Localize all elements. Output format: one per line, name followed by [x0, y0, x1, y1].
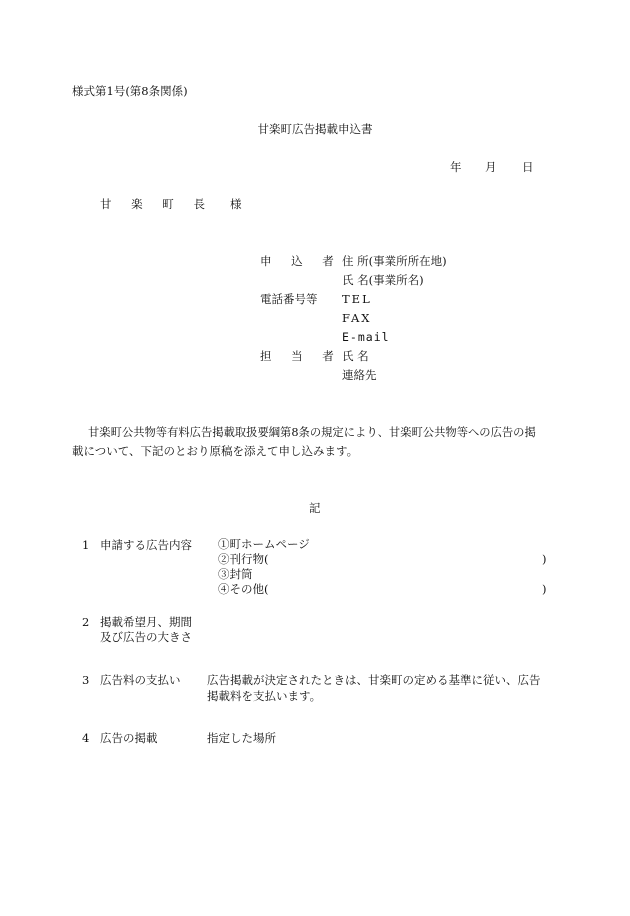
- contact-name-label: 氏 名: [342, 349, 369, 363]
- phone-email-label: E-mail: [342, 330, 390, 344]
- applicant-label: 申 込 者: [260, 254, 342, 268]
- item-text: 指定した場所: [207, 731, 276, 745]
- phone-fax-label: FAX: [342, 311, 372, 325]
- option-publication: ②刊行物(: [218, 552, 269, 566]
- option-envelope: ③封筒: [218, 567, 253, 581]
- item-label-line-1: 掲載希望月、期間: [100, 615, 192, 629]
- addressee-honorific: 様: [230, 197, 242, 211]
- date-month-label: 月: [485, 160, 497, 174]
- contact-label: 担 当 者: [260, 349, 342, 363]
- item-number: 2: [82, 615, 90, 629]
- phone-label: 電話番号等: [260, 292, 318, 306]
- form-number: 様式第1号(第8条関係): [72, 84, 188, 98]
- date-year-label: 年: [450, 160, 462, 174]
- close-paren: ): [542, 552, 547, 566]
- applicant-address-label: 住 所(事業所所在地): [342, 254, 447, 268]
- phone-tel-label: TEL: [342, 292, 372, 306]
- addressee-name: 甘 楽 町 長: [100, 197, 213, 211]
- applicant-name-label: 氏 名(事業所名): [342, 273, 424, 287]
- item-number: 4: [82, 731, 90, 745]
- item-number: 3: [82, 673, 90, 687]
- item-label: 広告の掲載: [100, 731, 158, 745]
- option-homepage: ①町ホームページ: [218, 537, 310, 551]
- item-number: 1: [82, 538, 90, 552]
- item-label: 広告料の支払い: [100, 673, 181, 687]
- page-title: 甘楽町広告掲載申込書: [257, 122, 373, 136]
- ki-heading: 記: [309, 501, 321, 515]
- close-paren: ): [542, 582, 547, 596]
- item-text-line-2: 掲載料を支払います。: [207, 689, 322, 703]
- item-label: 申請する広告内容: [100, 538, 192, 552]
- contact-reach-label: 連絡先: [342, 368, 377, 382]
- item-label-line-2: 及び広告の大きさ: [100, 630, 192, 644]
- item-text-line-1: 広告掲載が決定されたときは、甘楽町の定める基準に従い、広告: [207, 673, 541, 687]
- date-day-label: 日: [522, 160, 534, 174]
- option-other: ④その他(: [218, 582, 269, 596]
- body-line-1: 甘楽町公共物等有料広告掲載取扱要綱第8条の規定により、甘楽町公共物等への広告の掲: [88, 426, 536, 439]
- body-line-2: 載について、下記のとおり原稿を添えて申し込みます。: [72, 444, 359, 458]
